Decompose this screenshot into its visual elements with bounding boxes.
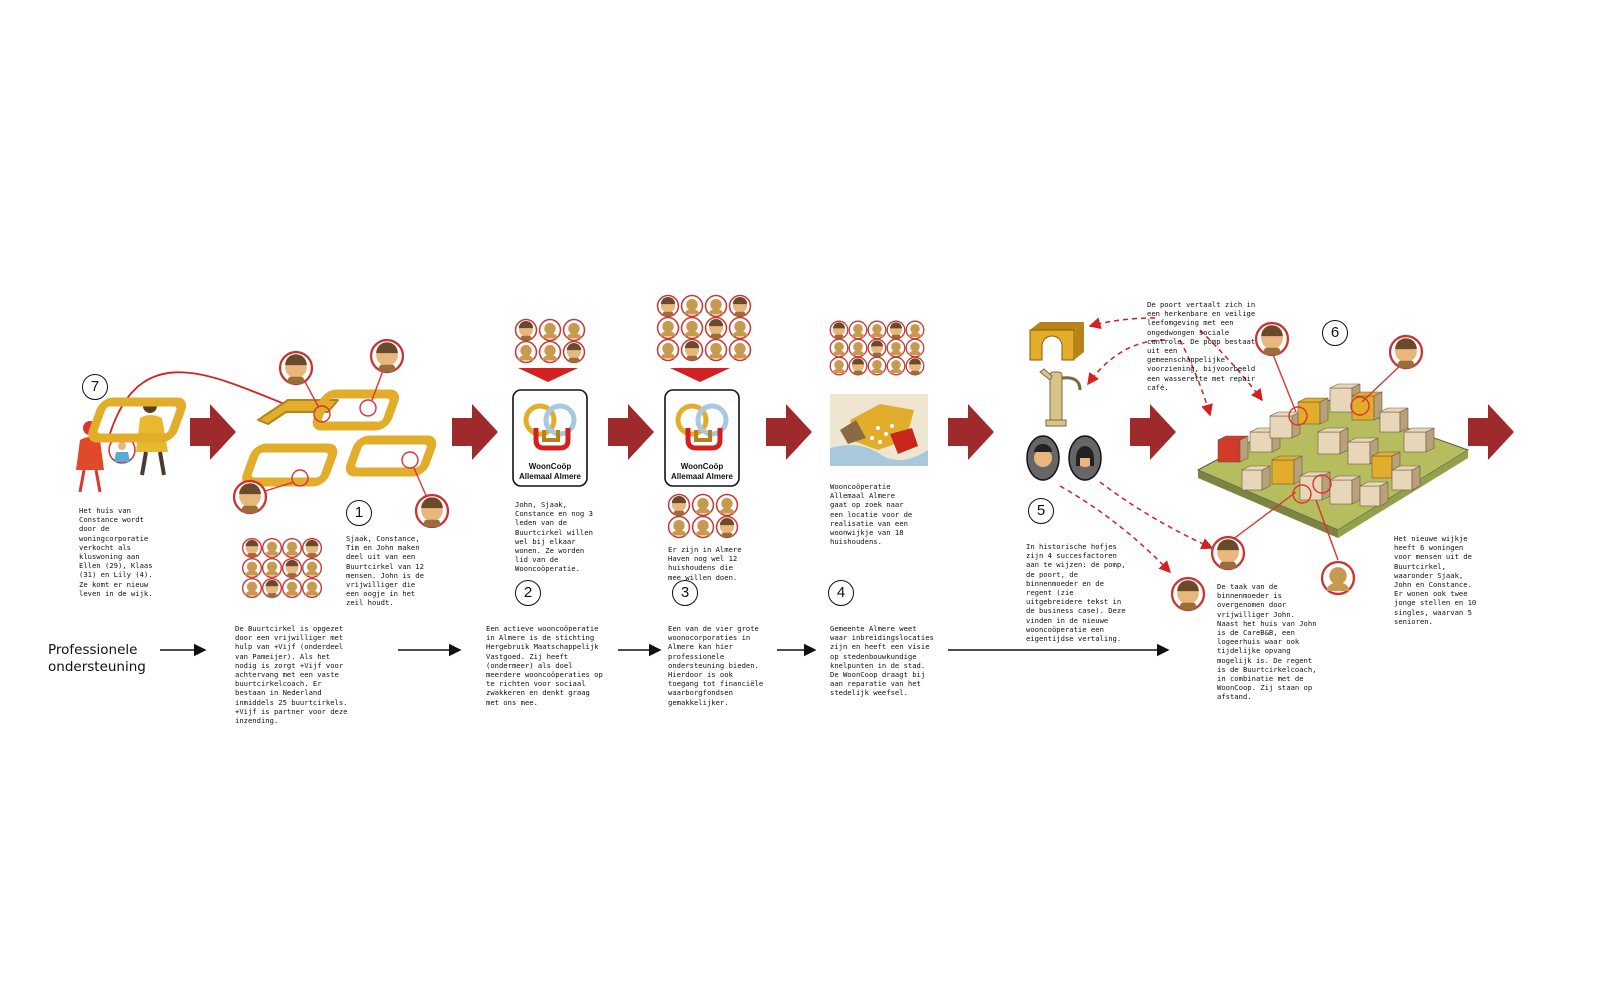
building-side <box>1352 476 1360 504</box>
down-triangle-2 <box>518 368 578 382</box>
step-3-text: Er zijn in Almere Haven nog wel 12 huishoudens die mee willen doen. <box>668 545 742 582</box>
gate-icon <box>1030 322 1084 360</box>
face-grid-step4 <box>830 321 924 375</box>
building <box>1330 480 1352 504</box>
building <box>1298 402 1320 424</box>
face-grid-step1 <box>243 539 322 598</box>
step-number-1: 1 <box>346 500 372 526</box>
avatar-constance <box>280 352 312 384</box>
step-5-poort-text: De poort vertaalt zich in een herkenbare en veilige leefomgeving met een ongedwongen sociale controle. De pomp bestaat uit een gemeenschappelijke voorziening, bijvoorbeeld een wasserette met repair café. <box>1147 300 1256 392</box>
avatar <box>283 579 302 598</box>
avatar <box>693 495 714 516</box>
avatar <box>706 296 727 317</box>
building <box>1218 440 1240 462</box>
avatar <box>283 539 302 558</box>
avatar <box>830 357 848 375</box>
avatar-sjaak <box>371 340 403 372</box>
step-5-text: In historische hofjes zijn 4 succesfactoren aan te wijzen: de pomp, de poort, de binnenmoeder en de regent (zie uitgebreidere tekst in de business case). Deze vinden in de nieuwe wooncoöperatie een eigentijdse vertaling. <box>1026 542 1126 644</box>
avatar <box>564 342 585 363</box>
avatar <box>717 495 738 516</box>
avatar <box>849 339 867 357</box>
step-number-3: 3 <box>672 580 698 606</box>
avatar <box>243 559 262 578</box>
step-number-2: 2 <box>515 580 541 606</box>
building <box>1330 388 1352 412</box>
avatar <box>868 321 886 339</box>
avatar <box>243 539 262 558</box>
avatar-john <box>416 495 448 527</box>
building <box>1270 416 1292 438</box>
avatar <box>283 559 302 578</box>
face-grid-step3-top <box>658 296 751 361</box>
flow-arrow-4 <box>766 404 812 460</box>
avatar <box>540 342 561 363</box>
step-number-4: 4 <box>828 580 854 606</box>
avatar <box>730 318 751 339</box>
avatar <box>303 579 322 598</box>
avatar <box>730 296 751 317</box>
building <box>1352 396 1374 420</box>
avatar <box>906 321 924 339</box>
building <box>1250 432 1272 452</box>
building <box>1272 460 1294 484</box>
step-number-7: 7 <box>82 374 108 400</box>
building <box>1318 432 1340 454</box>
avatar <box>849 357 867 375</box>
avatar <box>868 357 886 375</box>
location-map <box>830 394 928 466</box>
avatar <box>682 340 703 361</box>
building-side <box>1340 428 1348 454</box>
avatar <box>263 559 282 578</box>
flow-arrow-3 <box>608 404 654 460</box>
step-4-support-text: Gemeente Almere weet waar inbreidingslocaties zijn en heeft een visie op stedenbouwkundige knelpunten in de stad. De WoonCoop draagt bij aan reparatie van het stedelijk weefsel. <box>830 624 934 698</box>
avatar <box>658 318 679 339</box>
avatar <box>887 339 905 357</box>
avatar <box>830 321 848 339</box>
building-side <box>1320 398 1328 424</box>
face-grid-step2 <box>516 320 585 363</box>
avatar <box>682 318 703 339</box>
avatar <box>669 517 690 538</box>
logo-label-2: WoonCoöp Allemaal Almere <box>519 462 581 481</box>
flow-arrow-2 <box>452 404 498 460</box>
avatar <box>658 340 679 361</box>
avatar <box>658 296 679 317</box>
avatar <box>303 559 322 578</box>
neighbourhood-illustration <box>1198 384 1468 538</box>
avatar <box>868 339 886 357</box>
step-2-text: John, Sjaak, Constance en nog 3 leden van de Buurtcirkel willen wel bij elkaar wonen. Ze worden lid van de Wooncoöperatie. <box>515 500 593 574</box>
family-illustration <box>76 399 168 492</box>
flow-arrow-5 <box>948 404 994 460</box>
step-1-support-text: De Buurtcirkel is opgezet door een vrijwilliger met hulp van +Vijf (onderdeel van Pameijer). Als het nodig is zorgt +Vijf voor achtervang met een vaste buurtcirkelcoach. Er bestaan in Nederland inmiddels 25 buurtcirkels. +Vijf is partner voor deze inzending. <box>235 624 348 726</box>
avatar <box>693 517 714 538</box>
avatar <box>717 517 738 538</box>
avatar <box>906 339 924 357</box>
step-7-text: Het huis van Constance wordt door de woningcorporatie verkocht als kluswoning aan Ellen (29), Klaas (31) en Lily (4). Ze komt er nieuw leven in de wijk. <box>79 506 153 598</box>
step-3-support-text: Een van de vier grote woonocorporaties in Almere kan hier professionele ondersteuning bieden. Hierdoor is ook toegang tot financiële waarborgfondsen gemakkelijker. <box>668 624 764 707</box>
step-number-6: 6 <box>1322 320 1348 346</box>
avatar <box>243 579 262 598</box>
binnenmoeder-portraits <box>1027 436 1101 480</box>
logo-label-3: WoonCoöp Allemaal Almere <box>671 462 733 481</box>
face-grid-step3-bottom <box>669 495 738 538</box>
step-number-5: 5 <box>1028 498 1054 524</box>
avatar <box>263 539 282 558</box>
avatar <box>669 495 690 516</box>
buurtcirkel-avatars <box>234 340 448 527</box>
avatar <box>516 342 537 363</box>
avatar <box>887 357 905 375</box>
avatar <box>906 357 924 375</box>
avatar <box>540 320 561 341</box>
flow-arrow-6 <box>1130 404 1176 460</box>
building <box>1380 412 1400 432</box>
avatar <box>263 579 282 598</box>
step-5-binnenmoeder-text: De taak van de binnenmoeder is overgenomen door vrijwilliger John. Naast het huis van John is de CareB&B, een logeerhuis waar ook tijdelijke opvang mogelijk is. De regent is de Buurtcirkelcoach, in combinatie met de WoonCoop. Zij staan op afstand. <box>1217 582 1317 702</box>
building <box>1360 486 1380 506</box>
flow-arrow-1 <box>190 404 236 460</box>
building <box>1404 432 1426 452</box>
building-side <box>1240 436 1248 462</box>
avatar <box>706 318 727 339</box>
avatar <box>516 320 537 341</box>
building <box>1372 456 1392 478</box>
avatar <box>730 340 751 361</box>
avatar <box>849 321 867 339</box>
step-2-support-text: Een actieve wooncoöperatie in Almere is de stichting Hergebruik Maatschappelijk Vastgoed. Zij heeft (ondermeer) als doel meerdere wooncoöperaties op te richten voor sociaal zwakkeren en denkt graag met ons mee. <box>486 624 603 707</box>
avatar <box>830 339 848 357</box>
building <box>1392 470 1412 490</box>
pump-icon <box>1040 369 1080 426</box>
step-1-text: Sjaak, Constance, Tim en John maken deel uit van een Buurtcirkel van 12 mensen. John is de vrijwilliger die een oogje in het zeil houdt. <box>346 534 424 608</box>
avatar <box>706 340 727 361</box>
step-6-text: Het nieuwe wijkje heeft 6 woningen voor mensen uit de Buurtcirkel, waaronder Sjaak, John en Constance. Er wonen ook twee jonge stellen en 10 singles, waarvan 5 senioren. <box>1394 534 1477 626</box>
avatar <box>564 320 585 341</box>
avatar <box>303 539 322 558</box>
flow-arrow-7 <box>1468 404 1514 460</box>
building <box>1242 470 1262 490</box>
down-triangle-3 <box>670 368 730 382</box>
building <box>1348 442 1370 464</box>
step-4-text: Wooncoöperatie Allemaal Almere gaat op zoek naar een locatie voor de realisatie van een woonwijkje van 18 huishoudens. <box>830 482 913 547</box>
avatar <box>682 296 703 317</box>
professional-support-label: Professionele ondersteuning <box>48 642 146 675</box>
avatar-tim <box>234 481 266 513</box>
avatar <box>887 321 905 339</box>
